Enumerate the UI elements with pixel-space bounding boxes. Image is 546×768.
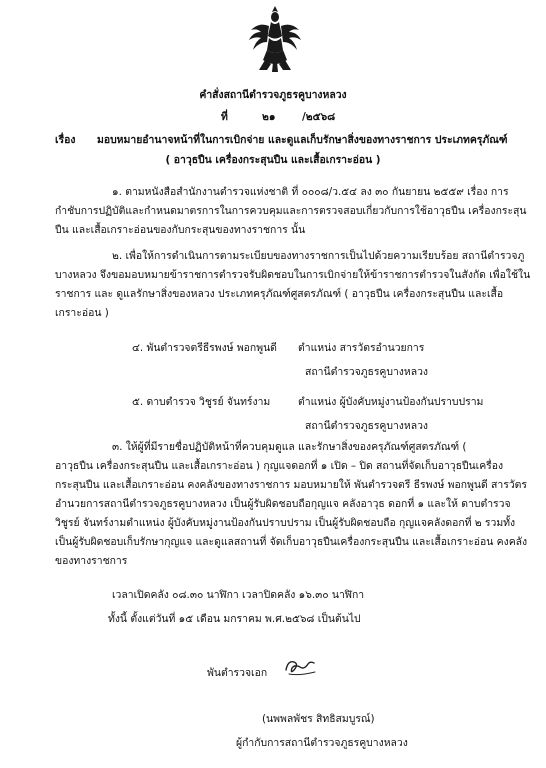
handwritten-signature xyxy=(283,656,319,678)
assignee-1-station: สถานีตำรวจภูธรคูบางหลวง xyxy=(305,366,429,378)
subject-text: มอบหมายอำนาจหน้าที่ในการเบิกจ่าย และดูแลเก็บรักษาสิ่งของทางราชการ ประเภทครุภัณฑ์ xyxy=(97,134,508,146)
para3-line7: ของทางราชการ xyxy=(55,555,128,567)
subject-label: เรื่อง xyxy=(55,134,76,146)
assignee-2-name: ๕. ดาบตำรวจ วิชูรย์ จันทร์งาม xyxy=(132,396,271,408)
para2-line1: ๒. เพื่อให้การดำเนินการตามระเบียบของทางราชการเป็นไปด้วยความเรียบร้อย สถานีตำรวจภู xyxy=(112,250,525,262)
signer-name: (นพพลพัชร สิทธิสมบูรณ์) xyxy=(262,713,375,725)
assignee-1-position: ตำแหน่ง สารวัตรอำนวยการ xyxy=(298,342,425,354)
para2-line4: เกราะอ่อน ) xyxy=(55,307,109,319)
para3-line5: วิชูรย์ จันทร์งามตำแหน่ง ผู้บังคับหมู่งานป้องกันปราบปราม เป็นผู้รับผิดชอบถือ กุญแจคลังดอกที่ ๒ รวมทั้ง xyxy=(55,517,516,529)
order-number-label: ที่ xyxy=(221,111,228,123)
order-number: ๒๑ xyxy=(262,111,276,123)
signer-title: ผู้กำกับการสถานีตำรวจภูธรคูบางหลวง xyxy=(236,737,408,749)
order-year: /๒๕๖๘ xyxy=(302,111,336,123)
para1-line2: กำชับการปฏิบัติและกำหนดมาตรการในการควบคุมและการตรวจสอบเกี่ยวกับการใช้อาวุธปืน เครื่องกระสุน xyxy=(55,205,527,217)
assignee-1-name: ๔. พันตำรวจตรีธีรพงษ์ พอกพูนดี xyxy=(132,342,277,354)
subject-subtext: ( อาวุธปืน เครื่องกระสุนปืน และเสื้อเกราะอ่อน ) xyxy=(165,154,381,166)
para3-line4: อำนวยการสถานีตำรวจภูธรคูบางหลวง เป็นผู้รับผิดชอบถือกุญแจ คลังอาวุธ ดอกที่ ๑ และให้ ดาบตำรวจ xyxy=(55,498,511,510)
signer-rank: พันตำรวจเอก xyxy=(207,667,268,679)
effective-date: ทั้งนี้ ตั้งแต่วันที่ ๑๕ เดือน มกราคม พ.ศ.๒๕๖๘ เป็นต้นไป xyxy=(108,613,361,625)
para2-line3: ราชการ และ ดูแลรักษาสิ่งของหลวง ประเภทครุภัณฑ์ศูสตรภัณฑ์ ( อาวุธปืน เครื่องกระสุนปืน และเสื้อ xyxy=(55,288,504,300)
para1-line1: ๑. ตามหนังสือสำนักงานตำรวจแห่งชาติ ที่ ๐๐๐๘/ว.๕๔ ลง ๓๐ กันยายน ๒๕๕๙ เรื่อง การ xyxy=(112,186,509,198)
para3-line6: เป็นผู้รับผิดชอบเก็บรักษากุญแจ และดูแลสถานที่ จัดเก็บอาวุธปืนเครื่องกระสุนปืน และเสื้อเกราะอ่อน คงคลัง xyxy=(55,536,528,548)
para3-line2: อาวุธปืน เครื่องกระสุนปืน และเสื้อเกราะอ่อน ) กุญแจดอกที่ ๑ เปิด – ปิด สถานที่จัดเก็บอาวุธปืนเครื่อง xyxy=(55,460,504,472)
para3-line1: ๓. ให้ผู้ที่มีรายชื่อปฏิบัติหน้าที่ควบคุมดูแล และรักษาสิ่งของครุภัณฑ์ศูสตรภัณฑ์ ( xyxy=(112,441,467,453)
assignee-2-position: ตำแหน่ง ผู้บังคับหมู่งานป้องกันปราบปราม xyxy=(298,396,484,408)
para2-line2: บางหลวง จึงขอมอบหมายข้าราชการตำรวจรับผิดชอบในการเบิกจ่ายให้ข้าราชการตำรวจในสังกัด เพื่อใช้ใน xyxy=(55,269,531,281)
para3-line3: กระสุนปืน และเสื้อเกราะอ่อน คงคลังของทางราชการ มอบหมายให้ พันตำรวจตรี ธีรพงษ์ พอกพูนดี สารวัตร xyxy=(55,479,527,491)
vault-hours: เวลาเปิดคลัง ๐๘.๓๐ นาฬิกา เวลาปิดคลัง ๑๖.๓๐ นาฬิกา xyxy=(112,589,365,601)
para1-line3: ปืน และเสื้อเกราะอ่อนของกับกระสุนของทางราชการ นั้น xyxy=(55,224,306,236)
order-title: คำสั่งสถานีตำรวจภูธรคูบางหลวง xyxy=(199,89,347,101)
garuda-emblem-icon xyxy=(247,4,303,74)
assignee-2-station: สถานีตำรวจภูธรคูบางหลวง xyxy=(305,420,429,432)
